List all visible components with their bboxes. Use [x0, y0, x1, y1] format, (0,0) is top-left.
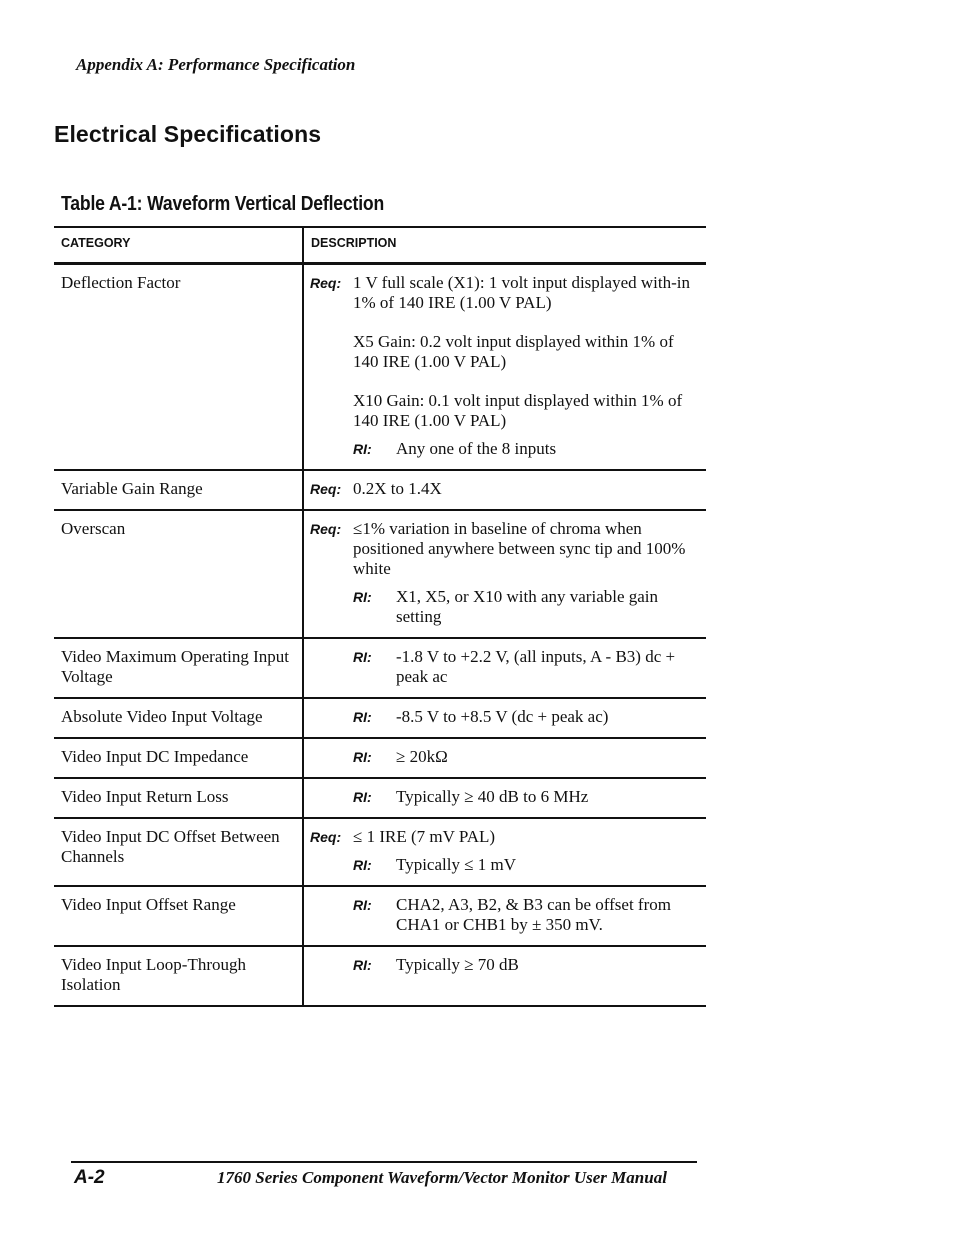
category-cell: Video Input DC Impedance [54, 738, 303, 778]
column-header-description: DESCRIPTION [303, 227, 706, 264]
ri-text: CHA2, A3, B2, & B3 can be offset from CHA1 or CHB1 by ± 350 mV. [396, 895, 671, 934]
spec-table [54, 226, 706, 1007]
ri-entry [310, 895, 698, 935]
category-cell: Video Input Return Loss [54, 778, 303, 818]
req-entry [310, 519, 698, 579]
req-text: X5 Gain: 0.2 volt input displayed within 1% of 140 IRE (1.00 V PAL) [353, 332, 674, 371]
ri-entry [310, 855, 698, 875]
category-cell: Overscan [54, 510, 303, 638]
ri-entry [310, 707, 698, 727]
req-entry [310, 827, 698, 847]
req-text: 1 V full scale (X1): 1 volt input displayed with-in 1% of 140 IRE (1.00 V PAL) [353, 273, 690, 312]
category-cell: Deflection Factor [54, 264, 303, 471]
table-caption: Table A-1: Waveform Vertical Deflection [61, 193, 385, 215]
ri-text: Typically ≥ 70 dB [396, 955, 519, 974]
table-row [54, 264, 706, 471]
req-entry [310, 332, 698, 372]
category-cell: Video Maximum Operating Input Voltage [54, 638, 303, 698]
description-cell [303, 698, 706, 738]
ri-text: Any one of the 8 inputs [396, 439, 557, 458]
req-label: Req: [310, 521, 342, 537]
ri-label: RI: [353, 709, 372, 725]
table-row [54, 886, 706, 946]
table-row [54, 638, 706, 698]
req-label: Req: [310, 275, 342, 291]
ri-label: RI: [353, 441, 372, 457]
description-cell [303, 264, 706, 471]
ri-label: RI: [353, 857, 372, 873]
table-row [54, 698, 706, 738]
table-row [54, 778, 706, 818]
ri-text: Typically ≥ 40 dB to 6 MHz [396, 787, 589, 806]
description-cell [303, 738, 706, 778]
table-row [54, 738, 706, 778]
page-heading: Electrical Specifications [54, 121, 322, 147]
ri-entry [310, 439, 698, 459]
req-text: ≤ 1 IRE (7 mV PAL) [353, 827, 496, 846]
req-label: Req: [310, 829, 342, 845]
description-cell [303, 946, 706, 1006]
ri-entry [310, 955, 698, 975]
table-row [54, 818, 706, 886]
ri-label: RI: [353, 649, 372, 665]
category-cell: Video Input Loop-Through Isolation [54, 946, 303, 1006]
ri-label: RI: [353, 589, 372, 605]
category-cell: Video Input Offset Range [54, 886, 303, 946]
description-cell [303, 818, 706, 886]
table-header-row [54, 227, 706, 264]
page-number: A-2 [74, 1167, 105, 1188]
req-entry [310, 479, 698, 499]
ri-label: RI: [353, 749, 372, 765]
ri-entry [310, 587, 698, 627]
ri-entry [310, 787, 698, 807]
req-entry [310, 391, 698, 431]
description-cell [303, 638, 706, 698]
req-text: X10 Gain: 0.1 volt input displayed within 1% of 140 IRE (1.00 V PAL) [353, 391, 683, 430]
ri-entry [310, 647, 698, 687]
description-cell [303, 510, 706, 638]
description-cell [303, 470, 706, 510]
ri-text: -1.8 V to +2.2 V, (all inputs, A - B3) dc + peak ac [396, 647, 676, 686]
footer-title: 1760 Series Component Waveform/Vector Monitor User Manual [217, 1168, 667, 1187]
ri-text: X1, X5, or X10 with any variable gain setting [396, 587, 659, 626]
ri-label: RI: [353, 897, 372, 913]
ri-label: RI: [353, 789, 372, 805]
table-row [54, 946, 706, 1006]
category-cell: Video Input DC Offset Between Channels [54, 818, 303, 886]
ri-text: -8.5 V to +8.5 V (dc + peak ac) [396, 707, 609, 726]
req-text: ≤1% variation in baseline of chroma when positioned anywhere between sync tip and 100% white [353, 519, 686, 578]
table-row [54, 470, 706, 510]
table-row [54, 510, 706, 638]
ri-entry [310, 747, 698, 767]
ri-text: ≥ 20kΩ [396, 747, 448, 766]
ri-label: RI: [353, 957, 372, 973]
running-head: Appendix A: Performance Specification [76, 55, 356, 74]
description-cell [303, 886, 706, 946]
req-text: 0.2X to 1.4X [353, 479, 442, 498]
footer-rule [71, 1161, 697, 1163]
req-label: Req: [310, 481, 342, 497]
req-entry [310, 273, 698, 313]
description-cell [303, 778, 706, 818]
ri-text: Typically ≤ 1 mV [396, 855, 517, 874]
category-cell: Variable Gain Range [54, 470, 303, 510]
category-cell: Absolute Video Input Voltage [54, 698, 303, 738]
column-header-category: CATEGORY [54, 227, 303, 264]
